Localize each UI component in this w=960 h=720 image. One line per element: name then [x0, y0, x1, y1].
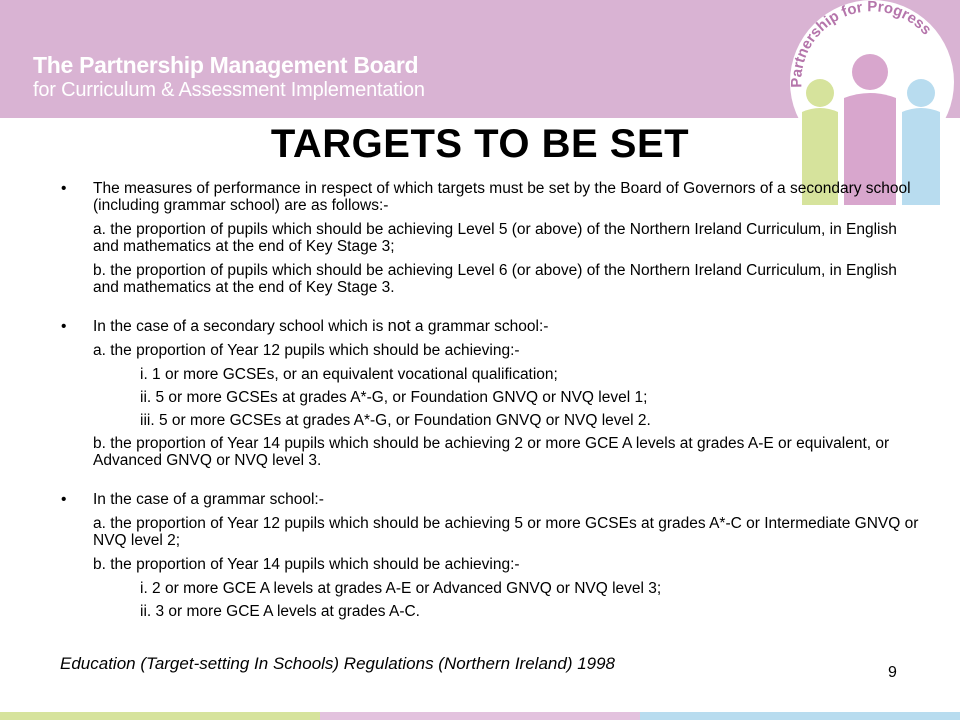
bullet2-text-not: not	[387, 317, 411, 335]
bullet3-item-b-ii: ii. 3 or more GCE A levels at grades A-C.	[140, 603, 420, 620]
logo-figure-pink-head	[852, 54, 888, 90]
bullet3-item-b-i: i. 2 or more GCE A levels at grades A-E or Advanced GNVQ or NVQ level 3;	[140, 580, 662, 597]
page-number: 9	[888, 664, 897, 681]
bullet2-text-post: a grammar school:-	[410, 318, 549, 335]
bullet-grammar: • In the case of a grammar school:-	[60, 491, 920, 508]
footer-stripes	[0, 712, 960, 720]
logo-figure-green-head	[806, 79, 834, 107]
slide-title: TARGETS TO BE SET	[270, 122, 690, 166]
bullet2-item-a: a. the proportion of Year 12 pupils which should be achieving:-	[93, 342, 520, 359]
bullet2-item-b: b. the proportion of Year 14 pupils which should be achieving 2 or more GCE A levels at grades A-E or equivalent, or Advanced GNVQ or NVQ level 3.	[93, 435, 890, 469]
bullet2-item-a-i: i. 1 or more GCSEs, or an equivalent vocational qualification;	[140, 366, 558, 383]
banner-title: The Partnership Management Board	[33, 52, 419, 78]
logo-text: Partnership for Progress	[788, 0, 935, 88]
bullet3-item-a: a. the proportion of Year 12 pupils which should be achieving 5 or more GCSEs at grades A*-C or Intermediate GNVQ or NVQ level 2;	[93, 515, 919, 549]
banner-subtitle: for Curriculum & Assessment Implementation	[33, 79, 425, 101]
stripe-blue	[640, 712, 960, 720]
stripe-pink	[320, 712, 640, 720]
slide-body	[60, 180, 920, 626]
bullet-secondary-measures: • The measures of performance in respect of which targets must be set by the Board of Governors of a secondary school (including grammar school) are as follows:-	[60, 180, 920, 214]
partnership-logo	[780, 0, 960, 205]
bullet1-item-b: b. the proportion of pupils which should be achieving Level 6 (or above) of the Northern Ireland Curriculum, in English and mathematics at the end of Key Stage 3.	[93, 262, 897, 296]
bullet-non-grammar	[60, 318, 920, 335]
logo-figure-blue-head	[907, 79, 935, 107]
bullet2-text-pre: In the case of a secondary school which is	[93, 318, 388, 335]
bullet3-item-b: b. the proportion of Year 14 pupils which should be achieving:-	[93, 556, 520, 573]
bullet2-item-a-iii: iii. 5 or more GCSEs at grades A*-G, or Foundation GNVQ or NVQ level 2.	[140, 412, 651, 429]
regulation-citation: Education (Target-setting In Schools) Regulations (Northern Ireland) 1998	[60, 654, 616, 673]
stripe-green	[0, 712, 320, 720]
bullet1-item-a: a. the proportion of pupils which should be achieving Level 5 (or above) of the Northern Ireland Curriculum, in English and mathematics at the end of Key Stage 3;	[93, 221, 897, 255]
bullet2-item-a-ii: ii. 5 or more GCSEs at grades A*-G, or Foundation GNVQ or NVQ level 1;	[140, 389, 648, 406]
